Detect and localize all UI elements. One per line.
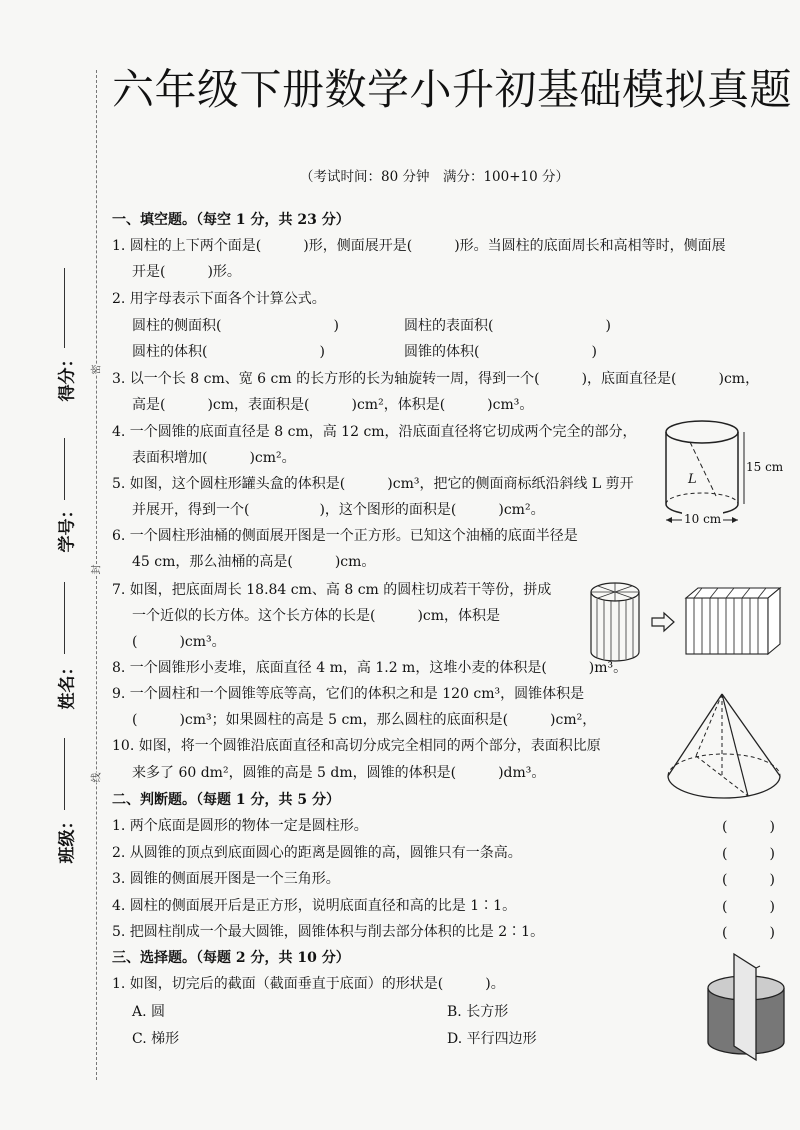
figure-slant-label: L [688, 472, 697, 487]
score-blank[interactable] [64, 268, 65, 348]
question-2-a: 圆柱的侧面积( ) [132, 318, 339, 334]
figure-width-label: 10 cm [684, 512, 722, 526]
question-10-line-1: 10. 如图，将一个圆锥沿底面直径和高切分成完全相同的两个部分，表面积比原 [112, 738, 601, 754]
judge-2-answer[interactable]: ( ) [722, 846, 775, 862]
cylinder-section-figure [704, 948, 790, 1066]
question-10-line-2: 来多了 60 dm²，圆锥的高是 5 dm，圆锥的体积是( )dm³。 [132, 765, 546, 781]
figure-height-label: 15 cm [746, 460, 784, 474]
section-fill-blank: 一、填空题。（每空 1 分，共 23 分） [112, 212, 350, 228]
judge-3-answer[interactable]: ( ) [722, 872, 775, 888]
judge-4-answer[interactable]: ( ) [722, 899, 775, 915]
question-1-line-1: 1. 圆柱的上下两个面是( )形，侧面展开是( )形。当圆柱的底面周长和高相等时，侧面展 [112, 238, 726, 254]
cylinder-cut-figure [588, 578, 784, 670]
option-c[interactable]: C. 梯形 [132, 1031, 180, 1047]
question-2-d: 圆锥的体积( ) [404, 344, 597, 360]
fold-mark: 封 [86, 565, 105, 575]
judge-5-answer[interactable]: ( ) [722, 925, 775, 941]
question-4-line-2: 表面积增加( )cm²。 [132, 450, 296, 466]
judge-1: 1. 两个底面是圆形的物体一定是圆柱形。 [112, 818, 368, 834]
page-title: 六年级下册数学小升初基础模拟真题 [112, 65, 793, 114]
score-label: 得分： [57, 350, 78, 402]
question-6-line-1: 6. 一个圆柱形油桶的侧面展开图是一个正方形。已知这个油桶的底面半径是 [112, 528, 578, 544]
judge-4: 4. 圆柱的侧面展开后是正方形，说明底面直径和高的比是 1∶1。 [112, 898, 517, 914]
student-id-blank[interactable] [64, 438, 65, 500]
question-2: 2. 用字母表示下面各个计算公式。 [112, 291, 326, 307]
line-mark: 线 [86, 773, 105, 783]
question-9-line-2: ( )cm³；如果圆柱的高是 5 cm，那么圆柱的底面积是( )cm²， [132, 712, 597, 728]
name-blank[interactable] [64, 582, 65, 654]
section-multiple-choice: 三、选择题。（每题 2 分，共 10 分） [112, 950, 350, 966]
class-blank[interactable] [64, 738, 65, 810]
binding-dashed-line [96, 70, 97, 1080]
question-5-line-1: 5. 如图，这个圆柱形罐头盒的体积是( )cm³，把它的侧面商标纸沿斜线 L 剪开 [112, 476, 634, 492]
judge-1-answer[interactable]: ( ) [722, 819, 775, 835]
option-d[interactable]: D. 平行四边形 [447, 1031, 537, 1047]
question-7-line-3: ( )cm³。 [132, 634, 226, 650]
cone-figure [662, 690, 786, 808]
student-id-label: 学号： [57, 501, 78, 553]
question-3-line-2: 高是( )cm，表面积是( )cm²，体积是( )cm³。 [132, 397, 534, 413]
question-8: 8. 一个圆锥形小麦堆，底面直径 4 m，高 1.2 m，这堆小麦的体积是( )m³。 [112, 660, 628, 676]
class-label: 班级： [57, 812, 78, 864]
judge-3: 3. 圆锥的侧面展开图是一个三角形。 [112, 871, 340, 887]
question-3-line-1: 3. 以一个长 8 cm、宽 6 cm 的长方形的长为轴旋转一周，得到一个( )，底面直径是( )cm， [112, 371, 760, 387]
question-1-line-2: 开是( )形。 [132, 264, 241, 280]
option-a[interactable]: A. 圆 [132, 1004, 166, 1020]
question-5-line-2: 并展开，得到一个( )，这个图形的面积是( )cm²。 [132, 502, 545, 518]
exam-info: （考试时间：80 分钟 满分：100+10 分） [300, 169, 570, 185]
question-9-line-1: 9. 一个圆柱和一个圆锥等底等高，它们的体积之和是 120 cm³，圆锥体积是 [112, 686, 585, 702]
question-6-line-2: 45 cm，那么油桶的高是( )cm。 [132, 554, 376, 570]
name-label: 姓名： [57, 658, 78, 710]
question-2-c: 圆柱的体积( ) [132, 344, 325, 360]
question-7-line-2: 一个近似的长方体。这个长方体的长是( )cm，体积是 [132, 608, 501, 624]
judge-2: 2. 从圆锥的顶点到底面圆心的距离是圆锥的高，圆锥只有一条高。 [112, 845, 522, 861]
option-b[interactable]: B. 长方形 [447, 1004, 509, 1020]
question-2-b: 圆柱的表面积( ) [404, 318, 611, 334]
section-true-false: 二、判断题。（每题 1 分，共 5 分） [112, 792, 340, 808]
judge-5: 5. 把圆柱削成一个最大圆锥，圆锥体积与削去部分体积的比是 2∶1。 [112, 924, 545, 940]
question-4-line-1: 4. 一个圆锥的底面直径是 8 cm，高 12 cm，沿底面直径将它切成两个完全的部分， [112, 424, 637, 440]
question-7-line-1: 7. 如图，把底面周长 18.84 cm、高 8 cm 的圆柱切成若干等份，拼成 [112, 582, 552, 598]
seal-mark: 密 [86, 365, 105, 375]
choice-1: 1. 如图，切完后的截面（截面垂直于底面）的形状是( )。 [112, 976, 505, 992]
